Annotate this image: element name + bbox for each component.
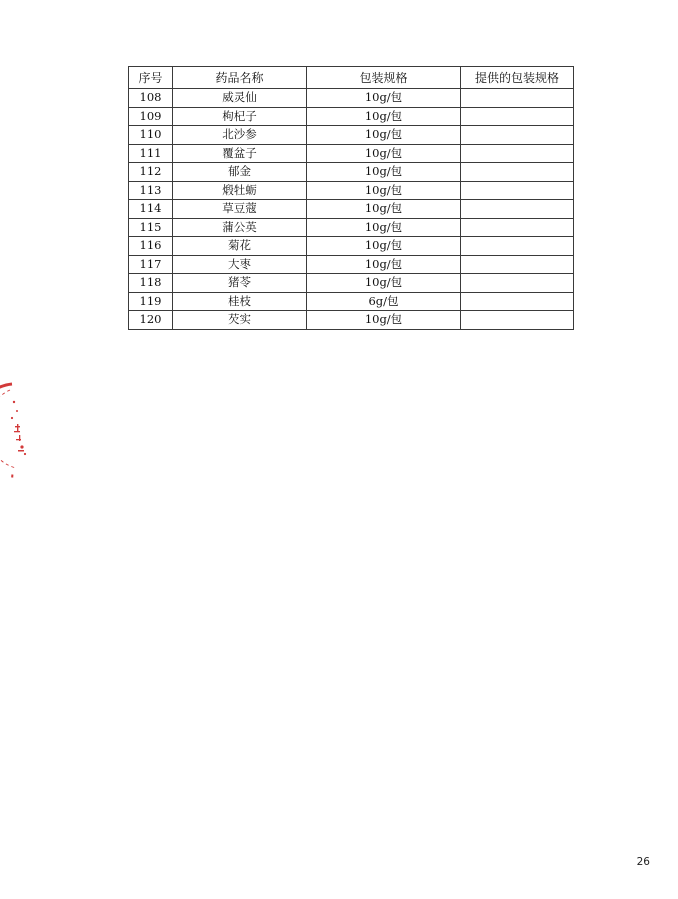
cell-serial-number: 119	[129, 292, 173, 311]
cell-packaging-spec: 6g/包	[307, 292, 461, 311]
table-row	[129, 311, 574, 330]
table-row	[129, 218, 574, 237]
table-row	[129, 126, 574, 145]
cell-provided-packaging-spec	[461, 126, 574, 145]
header-drug-name: 药品名称	[173, 67, 307, 89]
cell-serial-number: 110	[129, 126, 173, 145]
table-row	[129, 107, 574, 126]
page-number: 26	[636, 856, 650, 868]
cell-provided-packaging-spec	[461, 89, 574, 108]
cell-serial-number: 116	[129, 237, 173, 256]
table-row	[129, 274, 574, 293]
cell-drug-name: 桂枝	[173, 292, 307, 311]
packaging-spec-table	[128, 66, 574, 330]
cell-provided-packaging-spec	[461, 218, 574, 237]
cell-drug-name: 煅牡蛎	[173, 181, 307, 200]
table-row	[129, 237, 574, 256]
table-row	[129, 163, 574, 182]
cell-drug-name: 威灵仙	[173, 89, 307, 108]
cell-serial-number: 115	[129, 218, 173, 237]
cell-provided-packaging-spec	[461, 237, 574, 256]
header-serial-number: 序号	[129, 67, 173, 89]
table-row	[129, 181, 574, 200]
cell-serial-number: 109	[129, 107, 173, 126]
cell-packaging-spec: 10g/包	[307, 218, 461, 237]
cell-packaging-spec: 10g/包	[307, 200, 461, 219]
cell-provided-packaging-spec	[461, 144, 574, 163]
cell-packaging-spec: 10g/包	[307, 163, 461, 182]
header-packaging-spec: 包装规格	[307, 67, 461, 89]
table-row	[129, 144, 574, 163]
cell-drug-name: 蒲公英	[173, 218, 307, 237]
cell-packaging-spec: 10g/包	[307, 274, 461, 293]
cell-provided-packaging-spec	[461, 274, 574, 293]
cell-serial-number: 118	[129, 274, 173, 293]
cell-packaging-spec: 10g/包	[307, 181, 461, 200]
cell-drug-name: 大枣	[173, 255, 307, 274]
cell-provided-packaging-spec	[461, 163, 574, 182]
cell-serial-number: 111	[129, 144, 173, 163]
table-row	[129, 89, 574, 108]
cell-provided-packaging-spec	[461, 311, 574, 330]
cell-serial-number: 113	[129, 181, 173, 200]
cell-provided-packaging-spec	[461, 255, 574, 274]
cell-packaging-spec: 10g/包	[307, 107, 461, 126]
red-seal-stamp	[0, 380, 46, 478]
cell-drug-name: 菊花	[173, 237, 307, 256]
cell-provided-packaging-spec	[461, 181, 574, 200]
table-row	[129, 255, 574, 274]
cell-serial-number: 117	[129, 255, 173, 274]
cell-drug-name: 草豆蔻	[173, 200, 307, 219]
cell-drug-name: 芡实	[173, 311, 307, 330]
cell-drug-name: 北沙参	[173, 126, 307, 145]
cell-packaging-spec: 10g/包	[307, 89, 461, 108]
cell-provided-packaging-spec	[461, 107, 574, 126]
cell-serial-number: 114	[129, 200, 173, 219]
cell-drug-name: 枸杞子	[173, 107, 307, 126]
header-provided-packaging-spec: 提供的包装规格	[461, 67, 574, 89]
cell-provided-packaging-spec	[461, 200, 574, 219]
cell-packaging-spec: 10g/包	[307, 237, 461, 256]
cell-serial-number: 108	[129, 89, 173, 108]
cell-serial-number: 120	[129, 311, 173, 330]
cell-drug-name: 猪苓	[173, 274, 307, 293]
cell-provided-packaging-spec	[461, 292, 574, 311]
cell-drug-name: 覆盆子	[173, 144, 307, 163]
table-row	[129, 292, 574, 311]
cell-packaging-spec: 10g/包	[307, 311, 461, 330]
cell-packaging-spec: 10g/包	[307, 144, 461, 163]
cell-packaging-spec: 10g/包	[307, 126, 461, 145]
table-header-row	[129, 67, 574, 89]
table-row	[129, 200, 574, 219]
cell-serial-number: 112	[129, 163, 173, 182]
cell-drug-name: 郁金	[173, 163, 307, 182]
cell-packaging-spec: 10g/包	[307, 255, 461, 274]
